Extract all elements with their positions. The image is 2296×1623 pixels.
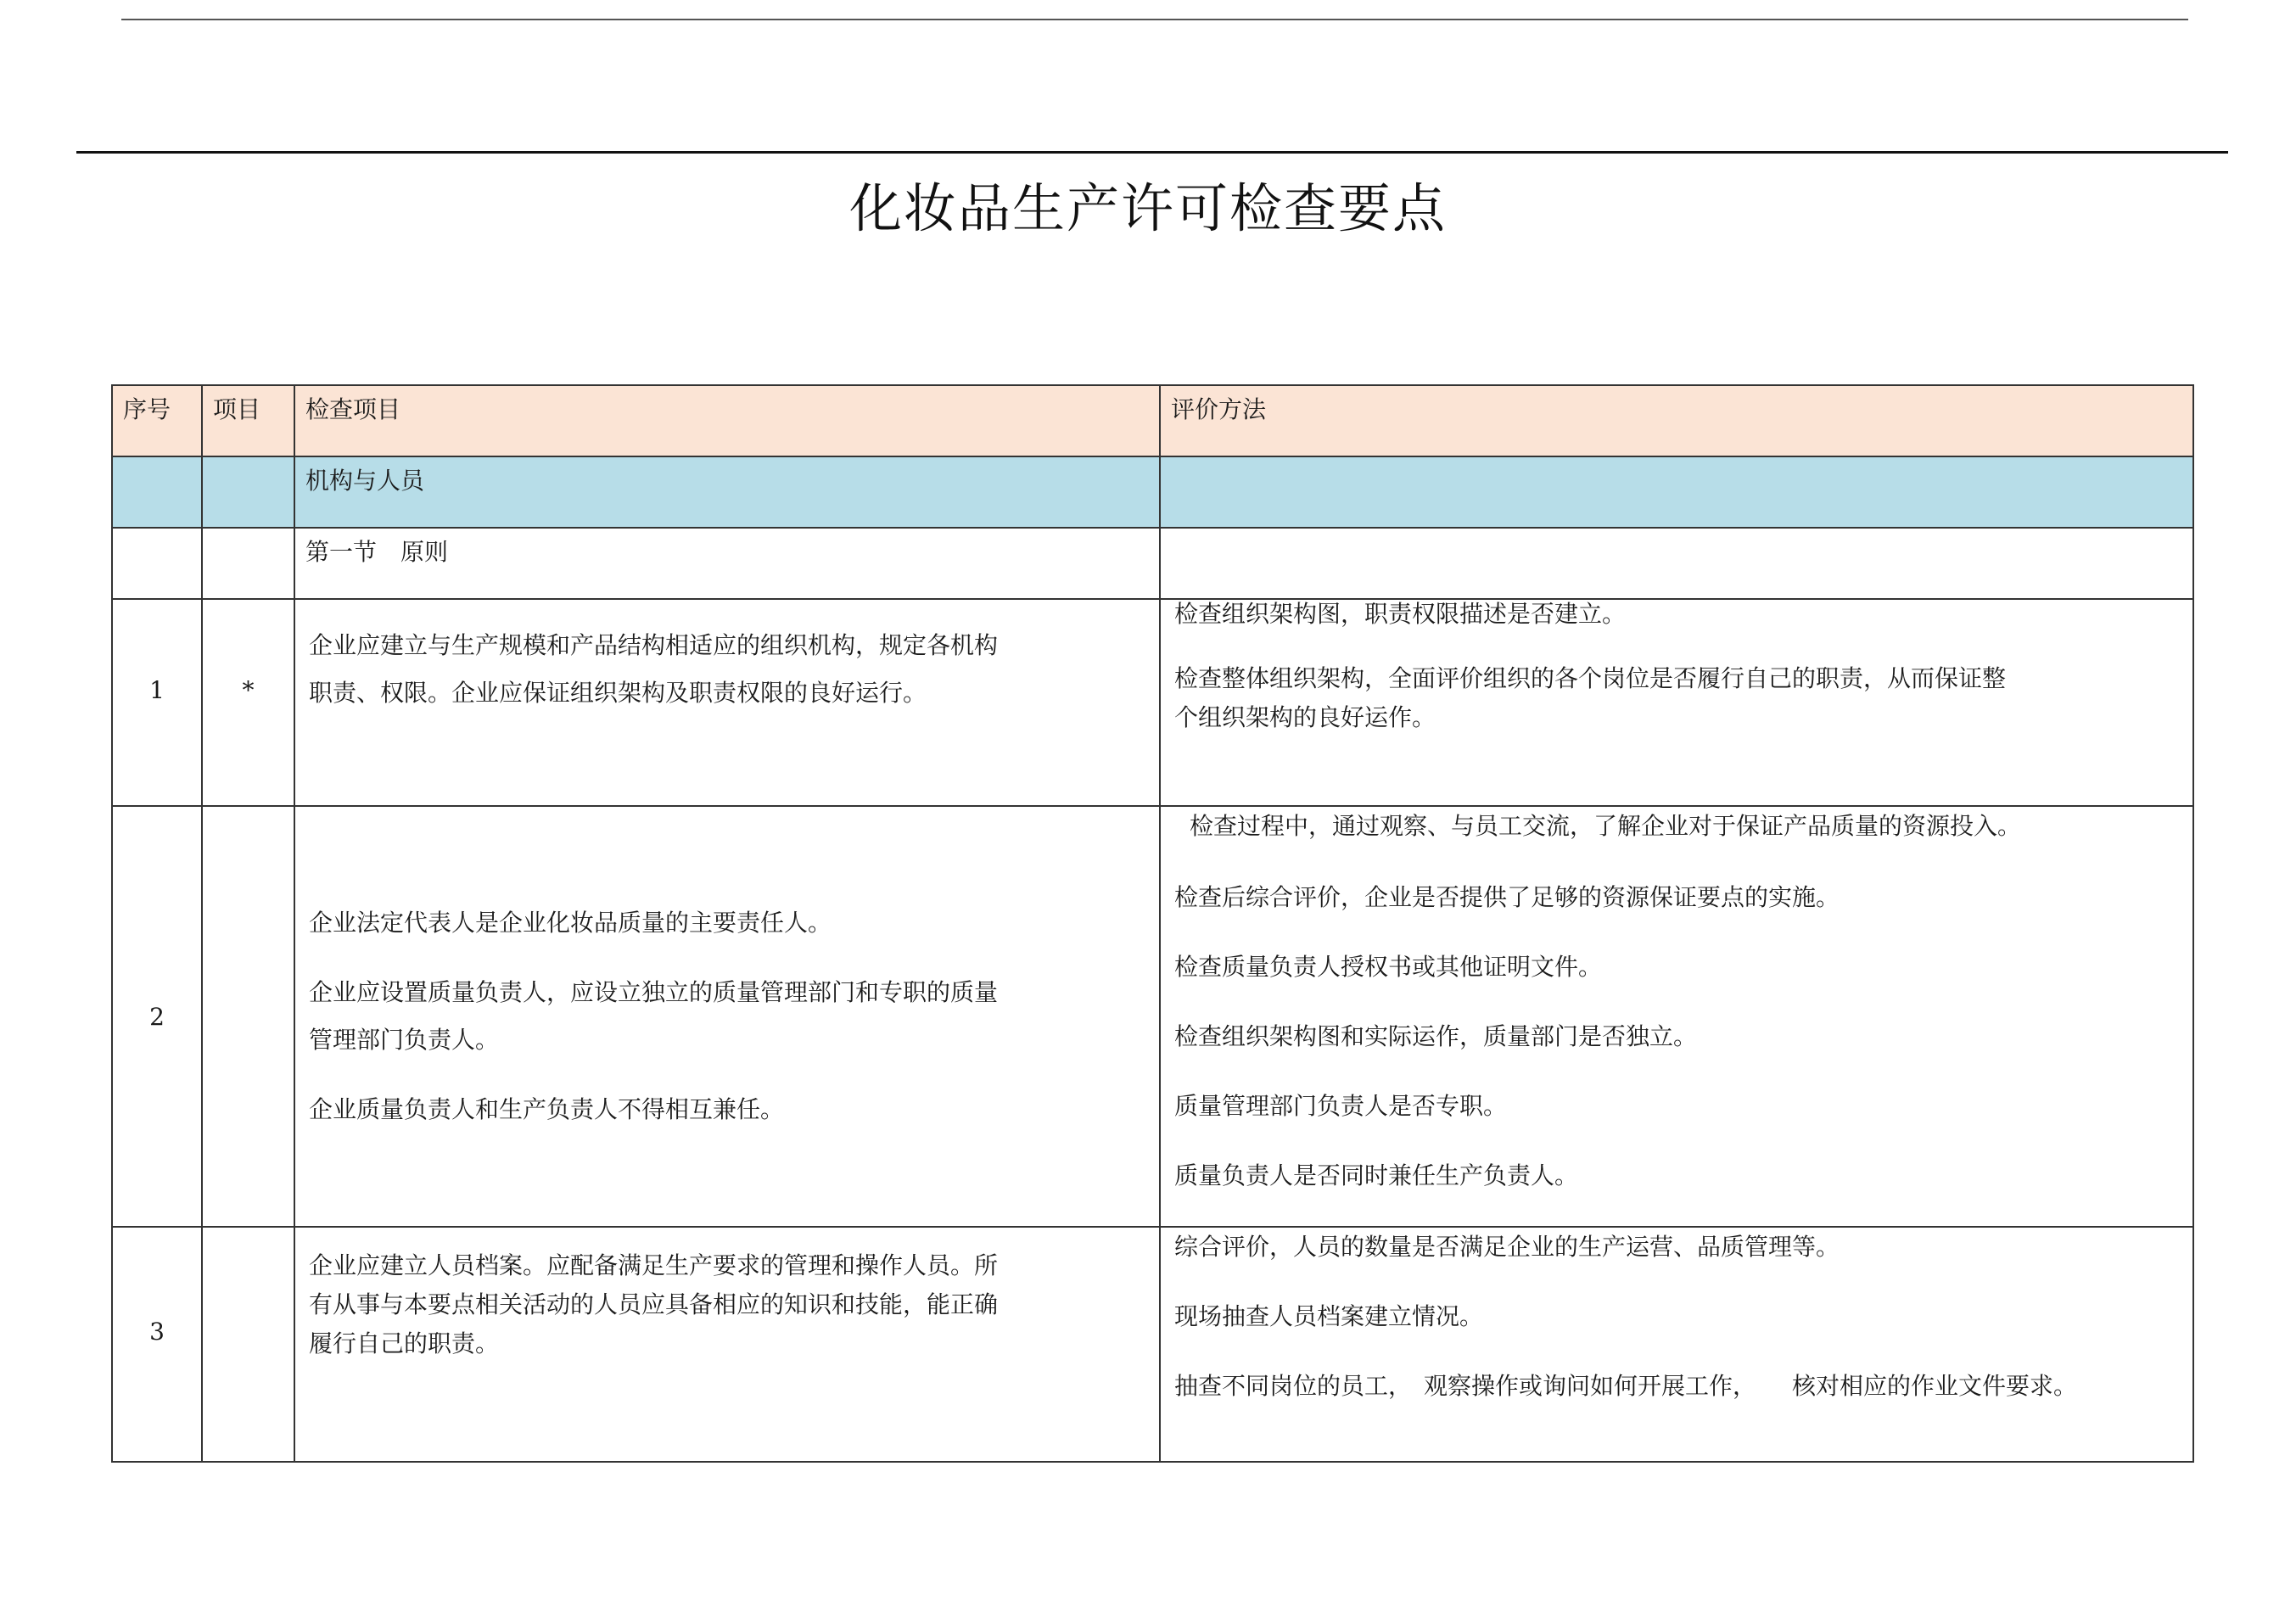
table-row [112,599,2193,806]
header-cell-inspection-item: 检查项目 [294,385,1160,456]
table-header-row [112,385,2193,456]
table-row [112,806,2193,1227]
inspection-item-text: 企业应建立人员档案。应配备满足生产要求的管理和操作人员。所 有从事与本要点相关活动的人员应具备相应的知识和技能，能正确 履行自己的职责。 [294,1227,1160,1462]
inspection-item-text: 企业应建立与生产规模和产品结构相适应的组织机构，规定各机构 职责、权限。企业应保证组织架构及职责权限的良好运行。 [294,599,1160,806]
evaluation-method-text: 检查组织架构图，职责权限描述是否建立。 检查整体组织架构，全面评价组织的各个岗位是否履行自己的职责，从而保证整 个组织架构的良好运作。 [1160,599,2193,806]
section-row [112,456,2193,528]
subsection-label: 第一节 原则 [294,528,1160,599]
row-number: 2 [112,806,202,1227]
evaluation-method-text: 综合评价，人员的数量是否满足企业的生产运营、品质管理等。 现场抽查人员档案建立情况。 抽查不同岗位的员工， 观察操作或询问如何开展工作， 核对相应的作业文件要求。 [1160,1227,2193,1462]
header-rule [76,151,2228,154]
inspection-item-text: 企业法定代表人是企业化妆品质量的主要责任人。 企业应设置质量负责人，应设立独立的质量管理部门和专职的质量 管理部门负责人。 企业质量负责人和生产负责人不得相互兼任。 [294,806,1160,1227]
row-number: 3 [112,1227,202,1462]
table-row [112,1227,2193,1462]
key-item-mark [202,1227,294,1462]
key-item-mark: * [202,599,294,806]
top-rule [121,19,2188,20]
header-cell-evaluation-method: 评价方法 [1160,385,2193,456]
document-title: 化妆品生产许可检查要点 [848,177,1447,239]
key-item-mark [202,806,294,1227]
evaluation-method-text: 检查过程中，通过观察、与员工交流，了解企业对于保证产品质量的资源投入。 检查后综合评价，企业是否提供了足够的资源保证要点的实施。 检查质量负责人授权书或其他证明文件。 检查组织架构图和实际运作，质量部门是否独立。 质量管理部门负责人是否专职。 质量负责人是否同时兼任生产负责人。 [1160,806,2193,1227]
row-number: 1 [112,599,202,806]
section-label: 机构与人员 [294,456,1160,528]
header-cell-project: 项目 [202,385,294,456]
header-cell-no: 序号 [112,385,202,456]
subsection-row [112,528,2193,599]
inspection-table [111,384,2194,1463]
